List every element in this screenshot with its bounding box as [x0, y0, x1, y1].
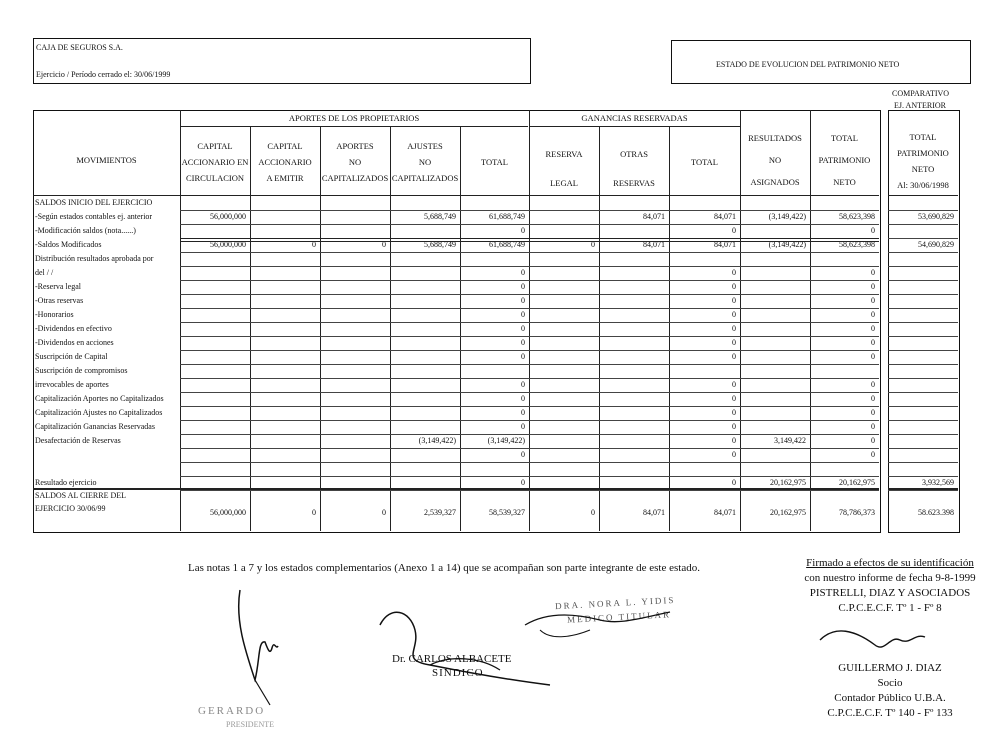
- col-ajustes-no-capitalizados: AJUSTES NO CAPITALIZADOS: [391, 141, 459, 183]
- cell-value: 0: [521, 324, 525, 333]
- closing-value: 0: [382, 508, 386, 517]
- cell-value: 0: [521, 450, 525, 459]
- auditor-line-1: Firmado a efectos de su identificación: [806, 557, 974, 569]
- closing-value: 0: [591, 508, 595, 517]
- signature-presidente: [210, 580, 300, 710]
- signature-medico: [520, 590, 680, 650]
- col-capital-a-emitir: CAPITAL ACCIONARIO A EMITIR: [258, 141, 312, 183]
- col-resultados-no-asignados: RESULTADOS NO ASIGNADOS: [748, 133, 802, 187]
- row-label: Suscripción de Capital: [35, 352, 108, 361]
- row-label: Resultado ejercicio: [35, 478, 97, 487]
- cell-value: 0: [732, 226, 736, 235]
- col-aportes-no-capitalizados: APORTES NO CAPITALIZADOS: [321, 141, 389, 183]
- cell-value: 54,690,829: [918, 240, 954, 249]
- row-label: Distribución resultados aprobada por: [35, 254, 154, 263]
- closing-value: 58,539,327: [489, 508, 525, 517]
- company-box: [33, 38, 531, 84]
- period-label: Ejercicio / Período cerrado el: 30/06/1999: [36, 70, 171, 79]
- cell-value: 5,688,749: [424, 212, 456, 221]
- closing-value: 84,071: [714, 508, 736, 517]
- auditor-block: [790, 556, 990, 616]
- cell-value: 0: [732, 296, 736, 305]
- presidente-stamp-name: GERARDO: [198, 705, 266, 717]
- row-label: Suscripción de compromisos: [35, 366, 128, 375]
- cell-value: 58,623,398: [839, 212, 875, 221]
- closing-label-2: EJERCICIO 30/06/99: [35, 504, 106, 513]
- closing-value: 0: [312, 508, 316, 517]
- cell-value: 61,688,749: [489, 212, 525, 221]
- medico-stamp-title: MEDICO TITULAR: [566, 609, 672, 625]
- cell-value: 5,688,749: [424, 240, 456, 249]
- cell-value: 0: [871, 324, 875, 333]
- sindico-title: SINDICO: [432, 667, 484, 679]
- cell-value: 0: [732, 338, 736, 347]
- col-reserva-legal: RESERVA LEGAL: [545, 149, 583, 188]
- cell-value: 56,000,000: [210, 212, 246, 221]
- cell-value: (3,149,422): [418, 436, 456, 445]
- auditor-registry: C.P.C.E.C.F. Tº 140 - Fº 133: [827, 707, 953, 719]
- cell-value: (3,149,422): [487, 436, 525, 445]
- col-total-ganancias: TOTAL: [690, 157, 719, 167]
- cell-value: 0: [871, 394, 875, 403]
- row-label: -Dividendos en acciones: [35, 338, 114, 347]
- closing-value: 2,539,327: [424, 508, 456, 517]
- closing-value: 56,000,000: [210, 508, 246, 517]
- cell-value: 84,071: [714, 212, 736, 221]
- cell-value: 0: [871, 226, 875, 235]
- cell-value: 0: [521, 268, 525, 277]
- cell-value: 0: [521, 352, 525, 361]
- cell-value: 0: [732, 450, 736, 459]
- closing-value: 20,162,975: [770, 508, 806, 517]
- closing-value: 84,071: [643, 508, 665, 517]
- cell-value: 0: [732, 324, 736, 333]
- cell-value: 61,688,749: [489, 240, 525, 249]
- cell-value: 0: [521, 478, 525, 487]
- cell-value: 0: [871, 408, 875, 417]
- cell-value: 3,149,422: [774, 436, 806, 445]
- col-total-aportes: TOTAL: [480, 157, 509, 167]
- auditor-title: Contador Público U.B.A.: [834, 692, 946, 704]
- row-label: -Reserva legal: [35, 282, 81, 291]
- cell-value: 0: [871, 436, 875, 445]
- auditor-line-2: con nuestro informe de fecha 9-8-1999: [804, 572, 976, 584]
- cell-value: 84,071: [643, 212, 665, 221]
- group-aportes: APORTES DE LOS PROPIETARIOS: [180, 110, 528, 127]
- cell-value: 0: [521, 380, 525, 389]
- cell-value: 0: [871, 310, 875, 319]
- cell-value: 0: [521, 338, 525, 347]
- cell-value: 84,071: [714, 240, 736, 249]
- cell-value: 0: [732, 310, 736, 319]
- cell-value: (3,149,422): [768, 212, 806, 221]
- cell-value: 53,690,829: [918, 212, 954, 221]
- cell-value: 58,623,398: [839, 240, 875, 249]
- row-label: Capitalización Ajustes no Capitalizados: [35, 408, 163, 417]
- cell-value: 0: [732, 422, 736, 431]
- cell-value: 0: [732, 478, 736, 487]
- company-name: CAJA DE SEGUROS S.A.: [36, 43, 123, 52]
- closing-value: 58.623.398: [918, 508, 954, 517]
- row-label: Capitalización Ganancias Reservadas: [35, 422, 155, 431]
- group-ganancias: GANANCIAS RESERVADAS: [529, 110, 740, 127]
- cell-value: 0: [871, 352, 875, 361]
- comparativo-label-2: EJ. ANTERIOR: [894, 101, 946, 110]
- presidente-stamp-title: PRESIDENTE: [226, 720, 274, 729]
- cell-value: 0: [732, 268, 736, 277]
- cell-value: 56,000,000: [210, 240, 246, 249]
- row-label: -Honorarios: [35, 310, 74, 319]
- col-movimientos: MOVIMIENTOS: [76, 155, 137, 165]
- auditor-line-4: C.P.C.E.C.F. Tº 1 - Fº 8: [838, 602, 942, 614]
- cell-value: 0: [732, 380, 736, 389]
- cell-value: 0: [312, 240, 316, 249]
- cell-value: 20,162,975: [770, 478, 806, 487]
- cell-value: 0: [521, 394, 525, 403]
- row-label: -Modificación saldos (nota......): [35, 226, 136, 235]
- cell-value: 0: [732, 394, 736, 403]
- closing-value: 78,786,373: [839, 508, 875, 517]
- cell-value: 0: [382, 240, 386, 249]
- cell-value: 0: [871, 282, 875, 291]
- auditor-role: Socio: [877, 677, 903, 689]
- cell-value: 0: [521, 422, 525, 431]
- cell-value: 3,932,569: [922, 478, 954, 487]
- col-total-patrimonio-anterior: TOTAL PATRIMONIO NETO Al: 30/06/1998: [897, 132, 949, 190]
- cell-value: 0: [871, 450, 875, 459]
- cell-value: 0: [521, 310, 525, 319]
- cell-value: 0: [871, 338, 875, 347]
- comparativo-label-1: COMPARATIVO: [892, 89, 950, 98]
- notes-statement: Las notas 1 a 7 y los estados complementarios (Anexo 1 a 14) que se acompañan son parte integrante de este estado.: [188, 562, 700, 574]
- cell-value: 0: [521, 226, 525, 235]
- auditor-name-block: [790, 661, 990, 721]
- cell-value: 0: [732, 282, 736, 291]
- sindico-name: Dr. CARLOS ALBACETE: [392, 653, 512, 665]
- row-label: irrevocables de aportes: [35, 380, 109, 389]
- row-label: -Otras reservas: [35, 296, 84, 305]
- statement-title: ESTADO DE EVOLUCION DEL PATRIMONIO NETO: [716, 60, 900, 69]
- col-capital-circulacion: CAPITAL ACCIONARIO EN CIRCULACION: [181, 141, 249, 183]
- row-label: -Según estados contables ej. anterior: [35, 212, 153, 221]
- cell-value: 0: [871, 422, 875, 431]
- row-label: SALDOS INICIO DEL EJERCICIO: [35, 198, 153, 207]
- cell-value: 0: [871, 380, 875, 389]
- cell-value: 0: [591, 240, 595, 249]
- auditor-line-3: PISTRELLI, DIAZ Y ASOCIADOS: [809, 587, 971, 599]
- auditor-name: GUILLERMO J. DIAZ: [838, 662, 942, 674]
- cell-value: 0: [871, 268, 875, 277]
- cell-value: 0: [871, 296, 875, 305]
- cell-value: 0: [521, 282, 525, 291]
- cell-value: 20,162,975: [839, 478, 875, 487]
- cell-value: 0: [521, 408, 525, 417]
- col-total-patrimonio: TOTAL PATRIMONIO NETO: [818, 133, 871, 187]
- cell-value: 0: [732, 352, 736, 361]
- row-label: del / /: [35, 268, 54, 277]
- row-label: -Saldos Modificados: [35, 240, 102, 249]
- cell-value: 0: [521, 296, 525, 305]
- title-box: [671, 40, 971, 84]
- cell-value: (3,149,422): [768, 240, 806, 249]
- row-label: Capitalización Aportes no Capitalizados: [35, 394, 164, 403]
- closing-label-1: SALDOS AL CIERRE DEL: [35, 491, 127, 500]
- cell-value: 0: [732, 408, 736, 417]
- row-label: Desafectación de Reservas: [35, 436, 121, 445]
- medico-stamp-name: DRA. NORA L. YIDIS: [554, 594, 676, 612]
- cell-value: 84,071: [643, 240, 665, 249]
- cell-value: 0: [732, 436, 736, 445]
- signature-auditor: [815, 615, 935, 665]
- row-label: -Dividendos en efectivo: [35, 324, 112, 333]
- col-otras-reservas: OTRAS RESERVAS: [613, 149, 655, 188]
